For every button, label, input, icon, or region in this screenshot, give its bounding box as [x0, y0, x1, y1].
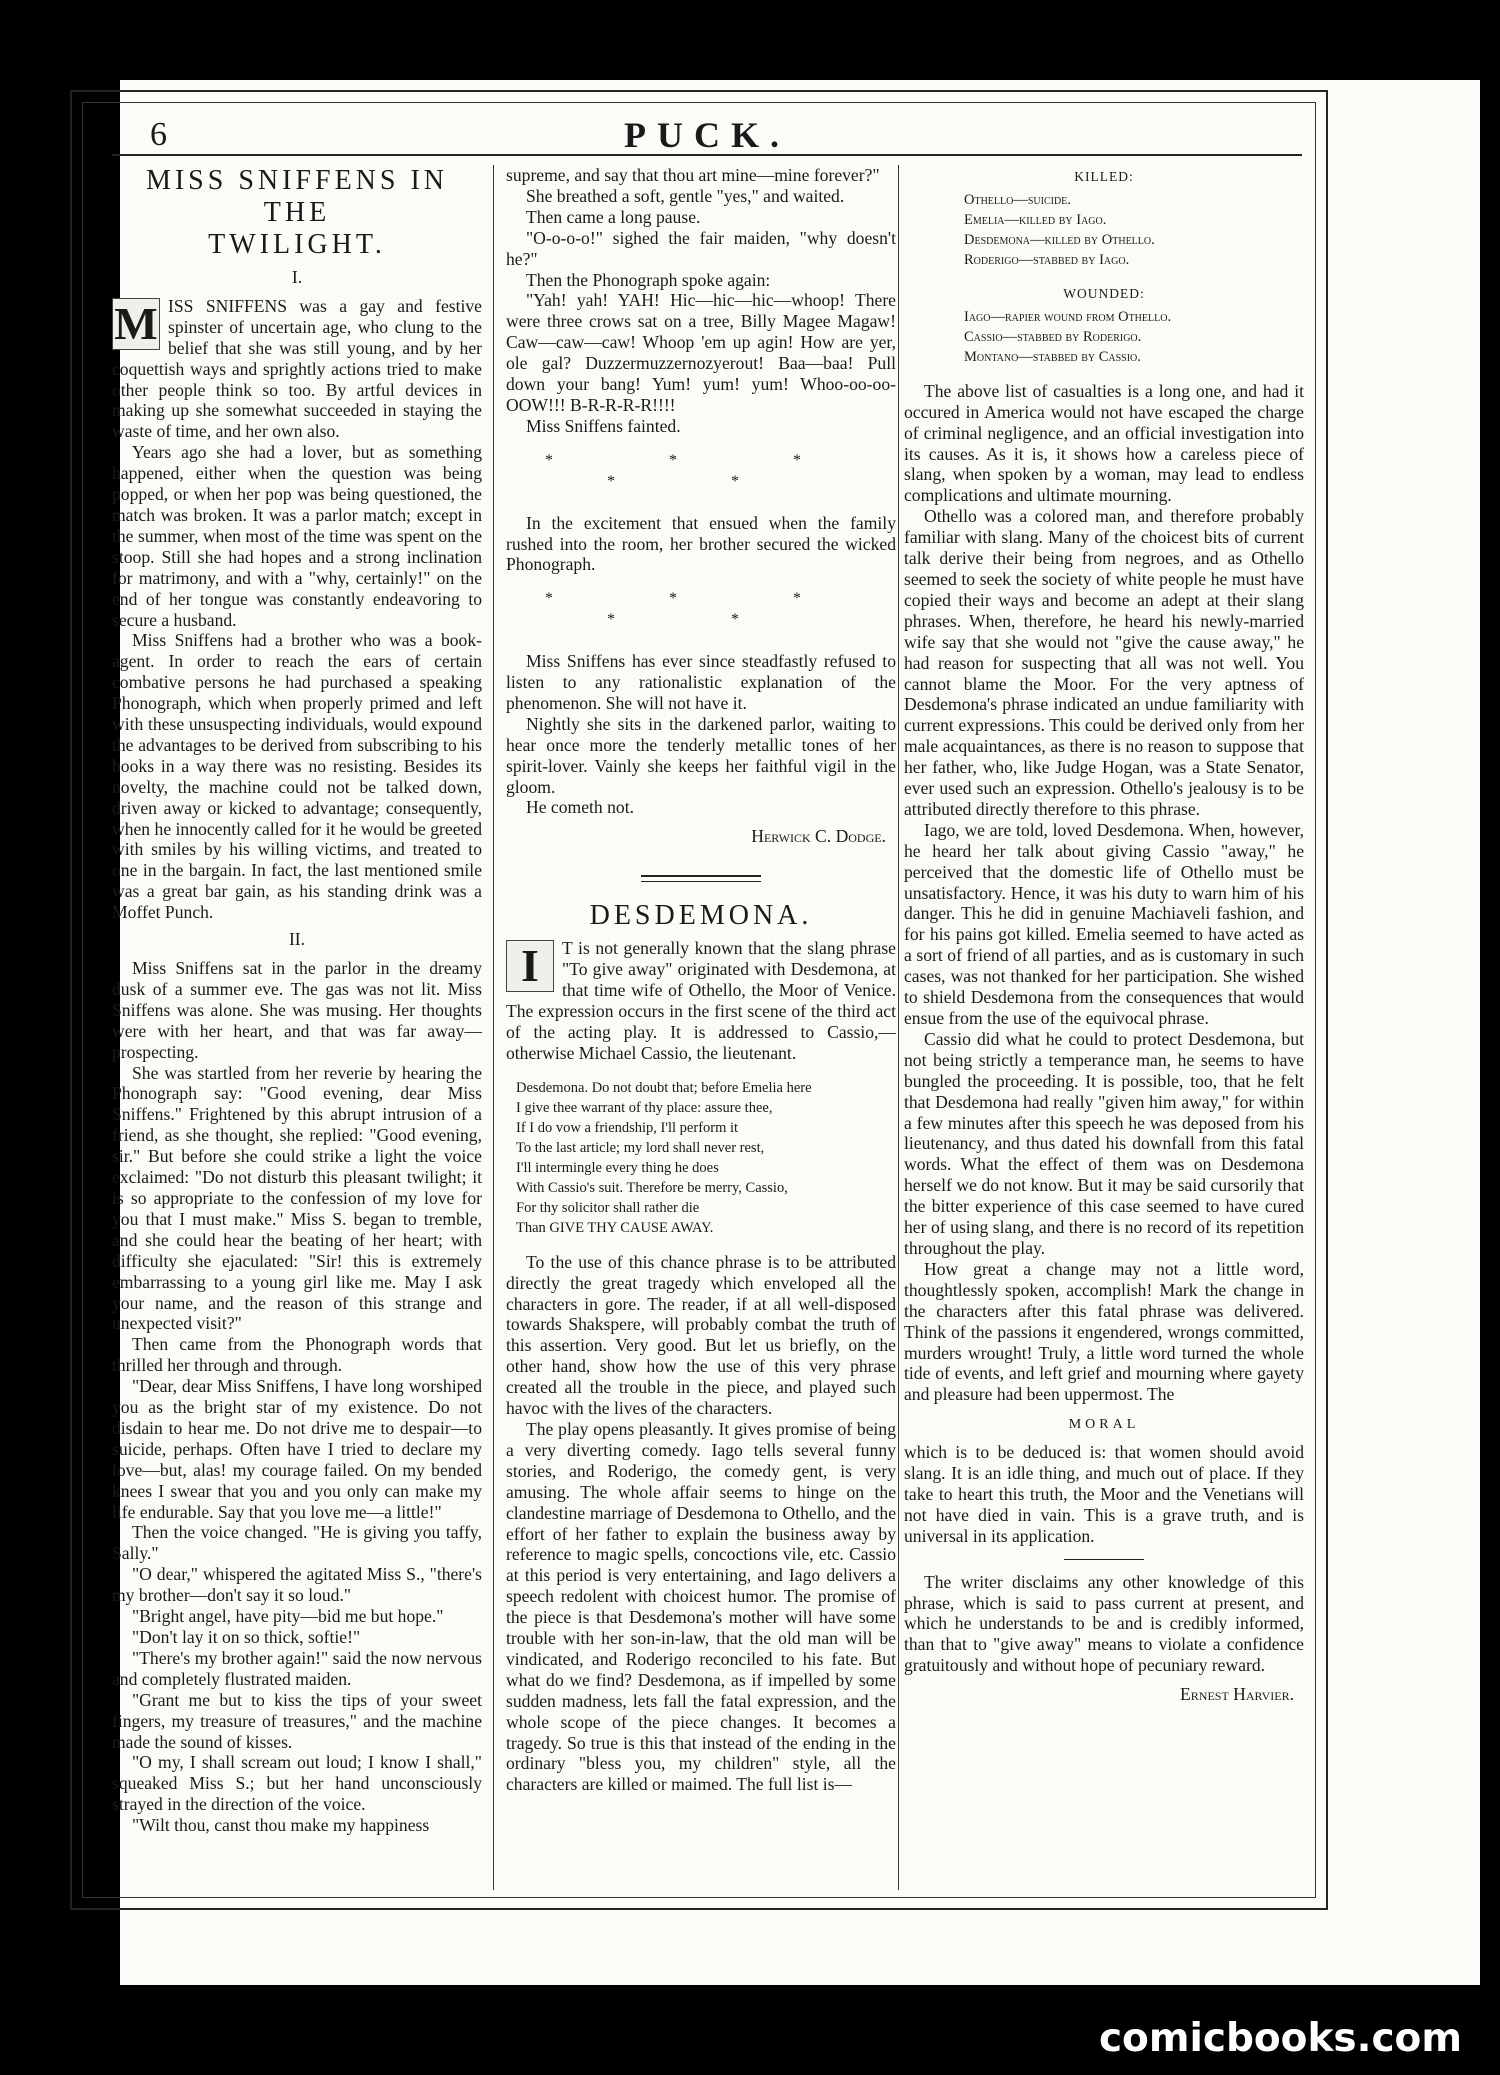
section-separator: * * * * *: [545, 590, 857, 629]
paragraph: Miss Sniffens had a brother who was a book-agent. In order to reach the ears of certain combative persons he had purchased a speaking Phonograph, which when properly primed and left with these unsuspecting individuals, would expound the advantages to be derived from subscribing to his books in a way there was no resisting. Besides its novelty, the machine could not be talked down, driven away or kicked to advantage; consequently, when he innocently called for it he would be greeted with smiles by his willing victims, and treated to one in the bargain. In fact, the last mentioned smile was a great bar gain, as his standing drink was a Moffet Punch.: [112, 630, 482, 923]
paragraph: "Don't lay it on so thick, softie!": [132, 1627, 361, 1647]
list-item: Montano—stabbed by Cassio.: [964, 348, 1141, 365]
paragraph: In the excitement that ensued when the family rushed into the room, her brother secured the wicked Phonograph.: [506, 512, 896, 575]
section-number: II.: [288, 929, 306, 950]
list-heading: WOUNDED:: [1063, 285, 1145, 301]
column-divider: [898, 165, 899, 1890]
paragraph: "O-o-o-o!" sighed the fair maiden, "why doesn't he?": [506, 227, 896, 269]
paragraph: Miss Sniffens sat in the parlor in the dreamy dusk of a summer eve. The gas was not lit. Miss Sniffens was alone. She was musing. Her thoughts were with her heart, and that was far away—prospecting.: [112, 958, 482, 1062]
paragraph: Cassio did what he could to protect Desdemona, but not being strictly a temperance man, he seems to have bungled the proceeding. It is possible, too, that he felt that Desdemona had really "given him away," for within a few minutes after this speech he was deposed from his lieutenancy, and thus dated his downfall from this fatal words. What the effect of them was on Desdemona herself we do not know. But it may be said cursorily that the bitter experience of this case seemed to have cured her of using slang, and there is no record of its repetition throughout the play.: [904, 1028, 1304, 1258]
quote-line: Desdemona. Do not doubt that; before Emelia here: [516, 1079, 812, 1096]
paragraph: He cometh not.: [526, 797, 634, 818]
quotation-block: [516, 1078, 896, 1238]
list-heading: KILLED:: [1074, 169, 1134, 184]
quote-line: For thy solicitor shall rather die: [516, 1199, 700, 1216]
quote-line: I'll intermingle every thing he does: [516, 1159, 719, 1176]
quote-line: To the last article; my lord shall never rest,: [516, 1139, 765, 1156]
section-number: I.: [291, 267, 303, 287]
article-divider: [641, 875, 761, 882]
article-title: MISS SNIFFENS IN THE TWILIGHT.: [145, 165, 449, 260]
paragraph: Miss Sniffens fainted.: [526, 415, 681, 436]
section-separator: * * * * *: [545, 451, 857, 490]
watermark: comicbooks.com: [1098, 2016, 1462, 2061]
paragraph: "Grant me but to kiss the tips of your sweet fingers, my treasure of treasures," and the machine made the sound of kisses.: [112, 1689, 482, 1752]
paragraph: I T is not generally known that the slang phrase "To give away" originated with Desdemona, at that time wife of Othello, the Moor of Venice. The expression occurs in the first scene of the third act of the acting play. It is addressed to Cassio,—otherwise Michael Cassio, the lieutenant.: [506, 938, 896, 1063]
byline: Herwick C. Dodge.: [751, 826, 886, 847]
paragraph: Years ago she had a lover, but as something happened, either when the question was being popped, or when her pop was being questioned, the match was broken. It was a parlor match; except in the summer, when most of the time was spent on the stoop. Still she had hopes and a strong inclination for matrimony, and with a "why, certainly!" on the end of her tongue was constantly endeavoring to secure a husband.: [112, 442, 482, 630]
quote-line: If I do vow a friendship, I'll perform it: [516, 1119, 739, 1136]
list-item: Cassio—stabbed by Roderigo.: [964, 328, 1142, 345]
byline: Ernest Harvier.: [1180, 1684, 1294, 1705]
paragraph: "O my, I shall scream out loud; I know I shall," squeaked Miss S.; but her hand unconsciously strayed in the direction of the voice.: [112, 1752, 482, 1815]
paragraph: M ISS SNIFFENS was a gay and festive spinster of uncertain age, who clung to the belief that she was still young, and by her coquettish ways and sprightly actions tried to make other people think so too. By artful devices in making up she somewhat succeeded in staying the waste of time, and her own also.: [112, 295, 482, 442]
paragraph: The writer disclaims any other knowledge of this phrase, which is said to pass current at present, and which he understands to be and is credibly informed, than that to "give away" means to violate a confidence gratuitously and without hope of pecuniary reward.: [904, 1571, 1304, 1676]
paragraph: "There's my brother again!" said the now nervous and completely flustrated maiden.: [112, 1647, 482, 1689]
column-1: [112, 165, 482, 1836]
paragraph: To the use of this chance phrase is to be attributed directly the great tragedy which enveloped all the characters in gore. The reader, if at all well-disposed towards Shakspere, will probably combat the truth of this assertion. Very good. But let us briefly, on the other hand, show how the use of this very phrase created all the trouble in the piece, and played such havoc with the lives of the characters.: [506, 1251, 896, 1419]
paragraph: which is to be deduced is: that women should avoid slang. It is an idle thing, and much out of place. If they take to heart this truth, the Moor and the Venetians will not have died in vain. This is a grave truth, and is universal in its application.: [904, 1442, 1304, 1546]
drop-cap: M: [112, 298, 160, 350]
masthead: PUCK.: [624, 115, 790, 155]
drop-cap: I: [506, 940, 554, 992]
paragraph: Nightly she sits in the darkened parlor, waiting to hear once more the tenderly metallic tones of her spirit-lover. Vainly she keeps her faithful vigil in the gloom.: [506, 713, 896, 797]
casualty-list: [964, 307, 1304, 367]
paragraph: The above list of casualties is a long one, and had it occured in America would not have escaped the charge of criminal negligence, and an official investigation into its causes. As it is, it shows how a careless piece of slang, when spoken by a woman, may lead to endless complications and ultimate mourning.: [904, 380, 1304, 506]
moral-heading: MORAL: [1068, 1417, 1140, 1433]
page-header: [112, 110, 1302, 156]
paragraph: She breathed a soft, gentle "yes," and waited.: [526, 185, 845, 206]
paragraph: Then the voice changed. "He is giving you taffy, Sally.": [112, 1522, 482, 1564]
paragraph: "Wilt thou, canst thou make my happiness: [132, 1815, 430, 1836]
quote-line: I give thee warrant of thy place: assure thee,: [516, 1099, 773, 1116]
column-2: [506, 165, 896, 1795]
paragraph: supreme, and say that thou art mine—mine forever?": [506, 165, 880, 185]
article-title: DESDEMONA.: [589, 900, 813, 932]
paragraph: "Yah! yah! YAH! Hic—hic—hic—whoop! There were three crows sat on a tree, Billy Magee Magaw! Caw—caw—caw! Whoop 'em up agin! How are yer, ole gal? Duzzermuzzernozyerout! Baa—baa! Pull down your bang! Yum! yum! yum! Whoo-oo-oo-OOW!!! B-R-R-R-R!!!!: [506, 290, 896, 415]
paragraph: Then came a long pause.: [526, 206, 701, 227]
paragraph: Then the Phonograph spoke again:: [526, 269, 771, 290]
paragraph: "Bright angel, have pity—bid me but hope.": [132, 1606, 444, 1627]
quote-line: Than GIVE THY CAUSE AWAY.: [516, 1219, 714, 1236]
paragraph: Othello was a colored man, and therefore probably familiar with slang. Many of the choicest bits of current talk derive their being from negroes, and as Othello seemed to seek the society of white people he must have copied their ways and become an adept at their slang phrases. When, therefore, he heard his newly-married wife say that she would not "give the cause away," he had reason for suspecting that all was not well. You cannot blame the Moor. For the very aptness of Desdemona's phrase indicated an undue familiarity with current expressions. This could be derived only from her male acquaintances, as there is no reason to suppose that her father, who, like Judge Hogan, was a State Senator, ever used such an expression. Othello's jealousy is to be attributed directly therefore to this phrase.: [904, 506, 1304, 819]
paragraph: "O dear," whispered the agitated Miss S., "there's my brother—don't say it so loud.": [112, 1564, 482, 1606]
paragraph: She was startled from her reverie by hearing the Phonograph say: "Good evening, dear Miss Sniffens." Frightened by this abrupt intrusion of a friend, as she thought, she replied: "Good evening, sir." But before she could strike a light the voice exclaimed: "Do not disturb this pleasant twilight; it is so appropriate to the confession of my love for you that I must make." Miss S. began to tremble, and she could hear the beating of her heart; with difficulty she ejaculated: "Sir! this is extremely embarrassing to a young girl like me. May I ask your name, and the reason of this strange and unexpected visit?": [112, 1062, 482, 1334]
column-divider: [493, 165, 494, 1890]
quote-line: With Cassio's suit. Therefore be merry, Cassio,: [516, 1179, 788, 1196]
list-item: Othello—suicide.: [964, 191, 1071, 208]
paragraph: Miss Sniffens has ever since steadfastly refused to listen to any rationalistic explanation of the phenomenon. She will not have it.: [506, 651, 896, 713]
divider: [1064, 1559, 1144, 1560]
paragraph: Iago, we are told, loved Desdemona. When, however, he heard her talk about giving Cassio "away," he perceived that the domestic life of Othello must be unsatisfactory. Hence, it was his duty to warn him of his danger. This he did in genuine Machiaveli fashion, and for his pains got killed. Emelia seemed to have acted as a sort of friend of all parties, and as is customary in such cases, was not thanked for her participation. She wished to shield Desdemona from the consequences that would ensue from the use of the equivocal phrase.: [904, 819, 1304, 1028]
casualty-list: [964, 190, 1304, 270]
list-item: Desdemona—killed by Othello.: [964, 231, 1155, 248]
list-item: Iago—rapier wound from Othello.: [964, 308, 1172, 325]
column-3: [904, 165, 1304, 1705]
paragraph: The play opens pleasantly. It gives promise of being a very diverting comedy. Iago tells several funny stories, and Roderigo, the comedy gent, is very amusing. The whole affair seems to hinge on the clandestine marriage of Desdemona to Othello, and the effort of her father to explain the business away by reference to magic spells, concoctions vile, etc. Cassio at this period is very entertaining, and Iago delivers a speech redolent with choicest humor. The promise of the piece is that Desdemona's mother will have some trouble with her son-in-law, that the old man will be vindicated, and Roderigo reconciled to his fate. But what do we find? Desdemona, as if impelled by some sudden madness, lets fall the fatal expression, and the whole scope of the piece changes. It becomes a tragedy. So true is this that instead of the ending in the ordinary "bless you, my children" style, all the characters are killed or maimed. The full list is—: [506, 1418, 896, 1795]
paragraph: How great a change may not a little word, thoughtlessly spoken, accomplish! Mark the change in the characters after this fatal phrase was delivered. Think of the passions it engendered, wrongs committed, murders wrought! Truly, a little word turned the whole tide of events, and left grief and mourning where gayety and pleasure had been uppermost. The: [904, 1258, 1304, 1405]
list-item: Roderigo—stabbed by Iago.: [964, 251, 1130, 268]
paragraph: Then came from the Phonograph words that thrilled her through and through.: [112, 1334, 482, 1376]
page-number: 6: [150, 116, 167, 153]
paragraph: "Dear, dear Miss Sniffens, I have long worshiped you as the bright star of my existence. Do not disdain to hear me. Do not drive me to despair—to suicide, perhaps. Often have I tried to declare my love—but, alas! my courage failed. On my bended knees I swear that you and you only can make my life endurable. Say that you love me—a little!": [112, 1376, 482, 1522]
list-item: Emelia—killed by Iago.: [964, 211, 1107, 228]
